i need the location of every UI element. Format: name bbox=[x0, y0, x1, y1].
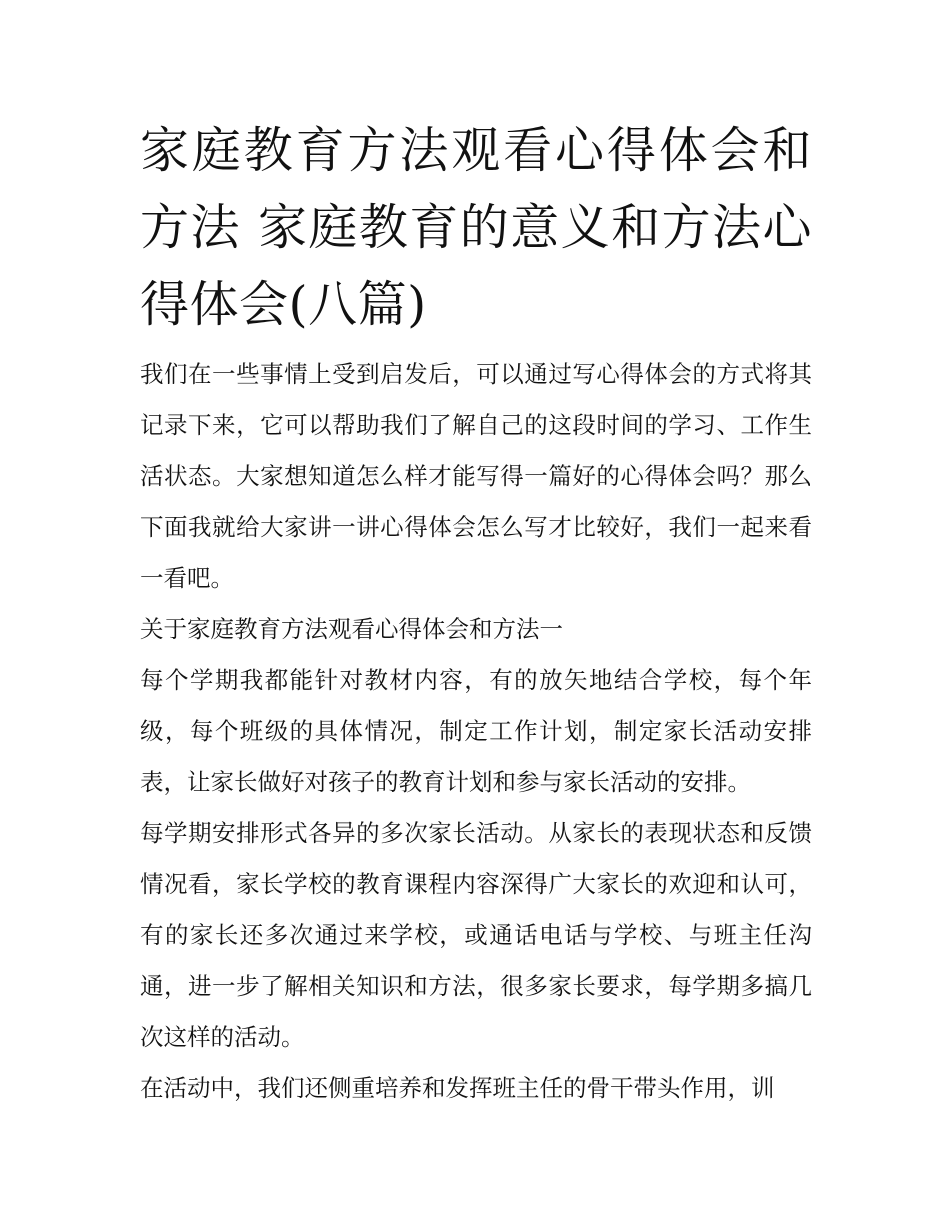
document-page bbox=[140, 112, 812, 1114]
body-paragraph: 每学期安排形式各异的多次家长活动。从家长的表现状态和反馈情况看，家长学校的教育课程内容深得广大家长的欢迎和认可，有的家长还多次通过来学校，或通话电话与学校、与班主任沟通，进一步了解相关知识和方法，很多家长要求，每学期多搞几次这样的活动。 bbox=[140, 819, 812, 1051]
body-paragraph: 在活动中，我们还侧重培养和发挥班主任的骨干带头作用，训 bbox=[140, 1074, 775, 1102]
document-title: 家庭教育方法观看心得体会和方法 家庭教育的意义和方法心得体会(八篇) bbox=[140, 122, 812, 333]
section-heading: 关于家庭教育方法观看心得体会和方法一 bbox=[140, 615, 563, 643]
body-paragraph: 每个学期我都能针对教材内容，有的放矢地结合学校，每个年级，每个班级的具体情况，制定工作计划，制定家长活动安排表，让家长做好对孩子的教育计划和参与家长活动的安排。 bbox=[140, 666, 812, 796]
intro-paragraph: 我们在一些事情上受到启发后，可以通过写心得体会的方式将其记录下来，它可以帮助我们了解自己的这段时间的学习、工作生活状态。大家想知道怎么样才能写得一篇好的心得体会吗？那么下面我就给大家讲一讲心得体会怎么写才比较好，我们一起来看一看吧。 bbox=[140, 360, 812, 592]
